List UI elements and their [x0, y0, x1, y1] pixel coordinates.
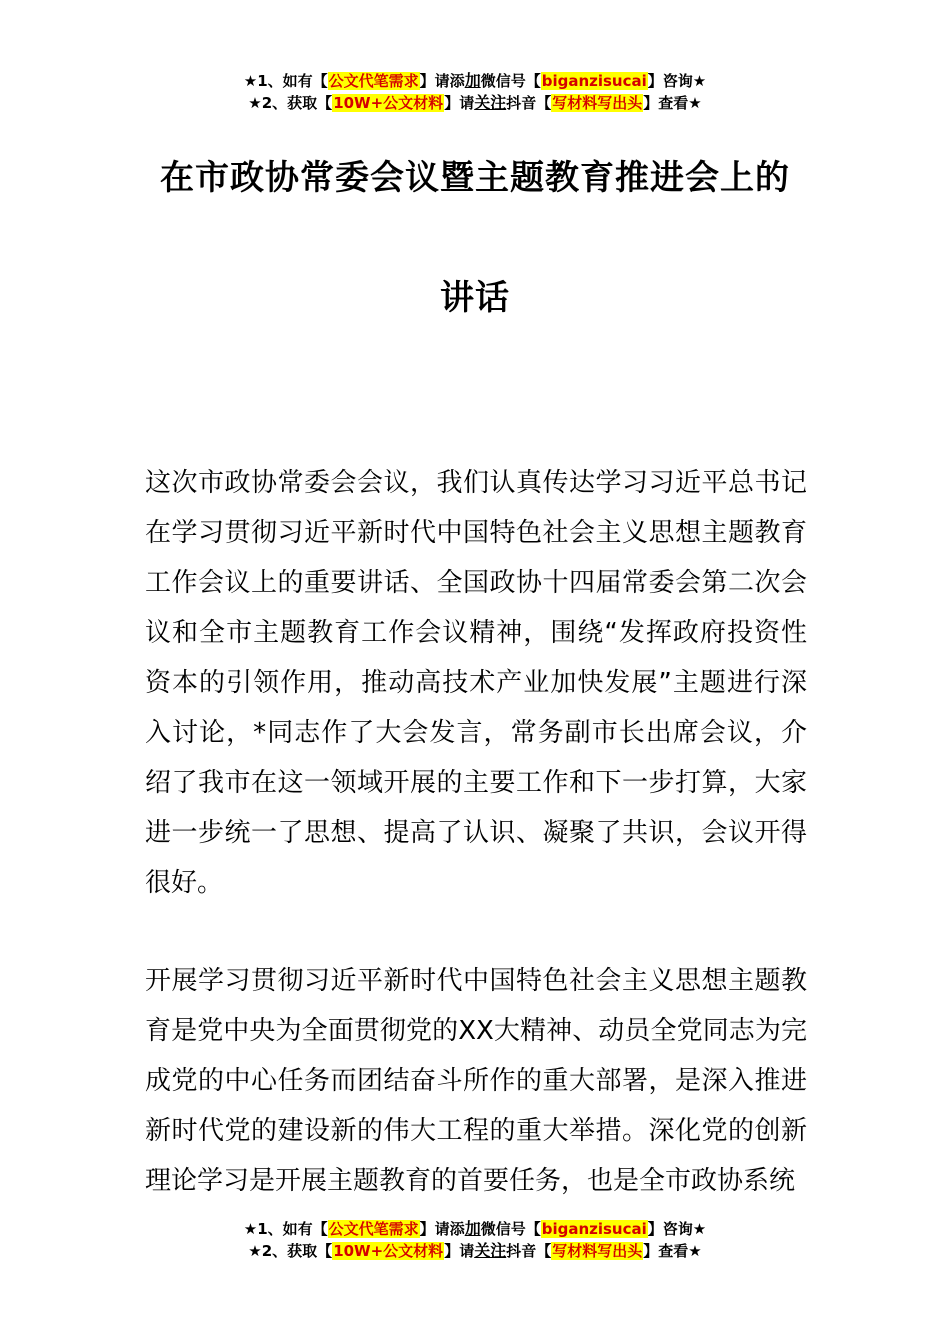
footer-line-1: ★1、如有【公文代笔需求】请添加微信号【biganzisucai】咨询★ — [243, 1219, 707, 1238]
highlight-wechat-id: biganzisucai — [541, 72, 647, 90]
footer-banner — [0, 1218, 950, 1262]
footer-highlight-materials: 10W+公文材料 — [333, 1242, 444, 1260]
banner-line-1: ★1、如有【公文代笔需求】请添加微信号【biganzisucai】咨询★ — [243, 71, 707, 90]
header-banner — [0, 70, 950, 114]
banner-line-2: ★2、获取【10W+公文材料】请关注抖音【写材料写出头】查看★ — [248, 93, 702, 112]
highlight-douyin-account: 写材料写出头 — [552, 94, 643, 112]
footer-highlight-douyin-account: 写材料写出头 — [552, 1242, 643, 1260]
highlight-service: 公文代笔需求 — [328, 72, 419, 90]
footer-highlight-service: 公文代笔需求 — [328, 1220, 419, 1238]
body-paragraph-1: 这次市政协常委会会议，我们认真传达学习习近平总书记在学习贯彻习近平新时代中国特色社会主义思想主题教育工作会议上的重要讲话、全国政协十四届常委会第二次会议和全市主题教育工作会议精神，围绕“发挥政府投资性资本的引领作用，推动高技术产业加快发展”主题进行深入讨论，*同志作了大会发言，常务副市长出席会议，介绍了我市在这一领域开展的主要工作和下一步打算，大家进一步统一了思想、提高了认识、凝聚了共识，会议开得很好。 — [145, 468, 807, 898]
document-title-line-2: 讲话 — [440, 278, 510, 318]
highlight-materials: 10W+公文材料 — [333, 94, 444, 112]
document-title-line-1: 在市政协常委会议暨主题教育推进会上的 — [160, 158, 790, 198]
footer-highlight-wechat-id: biganzisucai — [541, 1220, 647, 1238]
body-paragraph-2: 开展学习贯彻习近平新时代中国特色社会主义思想主题教育是党中央为全面贯彻党的XX大精神、动员全党同志为完成党的中心任务而团结奋斗所作的重大部署，是深入推进新时代党的建设新的伟大工程的重大举措。深化党的创新理论学习是开展主题教育的首要任务，也是全市政协系统 — [145, 966, 807, 1196]
footer-line-2: ★2、获取【10W+公文材料】请关注抖音【写材料写出头】查看★ — [248, 1241, 702, 1260]
